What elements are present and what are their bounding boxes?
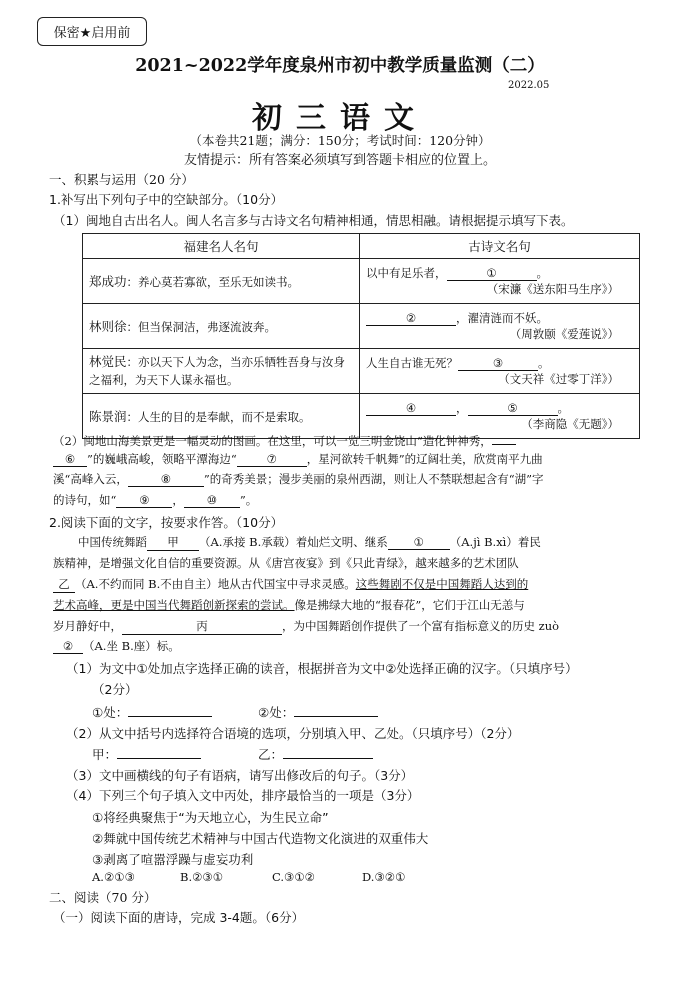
passage-line5: 岁月静好中， 丙 ，为中国舞蹈创作提供了一个富有指标意义的历史 zuò bbox=[53, 619, 560, 633]
poem-source: （周敦颐《爱莲说》） bbox=[509, 327, 619, 341]
question-2-1-score: （2分） bbox=[92, 682, 138, 697]
section2-heading: 二、阅读（70 分） bbox=[49, 890, 157, 905]
poem-text: 人生自古谁无死？ bbox=[366, 356, 458, 370]
confidential-badge: 保密★启用前 bbox=[37, 17, 147, 46]
table-header-1: 福建名人名句 bbox=[83, 234, 360, 259]
passage-line6: ② （A.坐 B.座）标。 bbox=[53, 638, 180, 654]
poem-text: ，濯清涟而不妖。 bbox=[456, 311, 548, 325]
poem-end: 。 bbox=[538, 356, 550, 370]
poem-text: 以中有足乐者， bbox=[366, 266, 447, 280]
choice-a[interactable]: A.②①③ bbox=[92, 870, 135, 884]
answer-blank[interactable]: ⑧ bbox=[128, 472, 204, 487]
answer-blank[interactable]: ⑥ bbox=[53, 452, 87, 467]
person-quote: ：人生的目的是奉献，而不是索取。 bbox=[126, 410, 311, 424]
option-sentence-1: ①将经典聚焦于“为天地立心，为生民立命” bbox=[92, 810, 329, 825]
answer-blank[interactable]: ④ bbox=[366, 401, 456, 416]
question-1-2-line1: （2）闽地山海美景更是一幅灵动的图画。在这里，可以一览三明金饶山“造化钟神秀， bbox=[53, 433, 516, 449]
table-row bbox=[83, 259, 640, 304]
answer-blank[interactable]: ② bbox=[366, 311, 456, 326]
person-name: 林觉民 bbox=[89, 354, 127, 369]
exam-date: 2022.05 bbox=[508, 80, 550, 91]
answer-blank[interactable]: ① bbox=[447, 266, 537, 281]
person-name: 郑成功 bbox=[89, 274, 127, 289]
table-row bbox=[83, 394, 640, 439]
question-2-3: （3）文中画横线的句子有语病，请写出修改后的句子。（3分） bbox=[66, 768, 414, 783]
question-2: 2.阅读下面的文字，按要求作答。（10分） bbox=[49, 515, 284, 530]
question-1-1: （1）闽地自古出名人。闽人名言多与古诗文名句精神相通，情思相融。请根据提示填写下表。 bbox=[53, 213, 574, 228]
question-1-2-line4: 的诗句，如“ ⑨ ， ⑩ ”。 bbox=[53, 493, 258, 507]
option-sentence-3: ③剥离了喧嚣浮躁与虚妄功利 bbox=[92, 852, 254, 867]
poem-end: 。 bbox=[557, 401, 569, 415]
table-row bbox=[83, 349, 640, 394]
passage-line4: 艺术高峰，更是中国当代舞蹈创新探索的尝试。像是拂绿大地的“报春花”，它们于江山无恙与 bbox=[53, 598, 525, 612]
person-name: 陈景润 bbox=[89, 409, 127, 424]
answer-line-yi[interactable]: 乙： bbox=[258, 744, 373, 763]
answer-blank[interactable]: ⑩ bbox=[184, 493, 240, 508]
quote-table bbox=[82, 233, 640, 439]
poem-text: ， bbox=[456, 401, 468, 415]
passage-line1: 中国传统舞蹈 甲 （A.承接 B.承载）着灿烂文明、继系 ① （A.jì B.xì）着民 bbox=[78, 535, 541, 549]
friendly-tip: 友情提示：所有答案必须填写到答题卡相应的位置上。 bbox=[183, 153, 496, 168]
table-header-2: 古诗文名句 bbox=[360, 234, 640, 259]
choice-d[interactable]: D.③②① bbox=[362, 870, 406, 884]
choice-b[interactable]: B.②③① bbox=[180, 870, 224, 884]
poem-end: 。 bbox=[536, 266, 548, 280]
exam-info: （本卷共21题；满分：150分；考试时间：120分钟） bbox=[189, 133, 491, 148]
subject-title: 初三语文 bbox=[252, 101, 428, 136]
question-2-4: （4）下列三个句子填入文中丙处，排序最恰当的一项是（3分） bbox=[66, 788, 420, 803]
question-2-1: （1）为文中①处加点字选择正确的读音，根据拼音为文中②处选择正确的汉字。（只填序号） bbox=[66, 661, 578, 676]
option-sentence-2: ②舞就中国传统艺术精神与中国古代造物文化演进的双重伟大 bbox=[92, 831, 429, 846]
person-quote: ：养心莫若寡欲，至乐无如读书。 bbox=[126, 275, 300, 289]
poem-source: （宋濂《送东阳马生序》） bbox=[486, 282, 619, 296]
table-row bbox=[83, 304, 640, 349]
answer-blank[interactable]: ⑦ bbox=[237, 452, 307, 467]
answer-line-2[interactable]: ②处： bbox=[258, 702, 378, 721]
answer-blank[interactable]: ⑨ bbox=[116, 493, 172, 508]
poem-source: （李商隐《无题》） bbox=[521, 417, 619, 431]
question-2-2: （2）从文中括号内选择符合语境的选项，分别填入甲、乙处。（只填序号）（2分） bbox=[66, 726, 520, 741]
answer-line-1[interactable]: ①处： bbox=[92, 702, 212, 721]
choice-c[interactable]: C.③①② bbox=[272, 870, 315, 884]
person-name: 林则徐 bbox=[89, 319, 127, 334]
question-1: 1.补写出下列句子中的空缺部分。（10分） bbox=[49, 192, 284, 207]
question-1-2-line3: 溪“高峰入云， ⑧ ”的奇秀美景；漫步美丽的泉州西湖，则让人不禁联想起含有“湖”字 bbox=[53, 472, 544, 486]
answer-blank[interactable]: ③ bbox=[458, 356, 538, 371]
passage-line2: 族精神，是增强文化自信的重要资源。从《唐宫夜宴》到《只此青绿》，越来越多的艺术团队 bbox=[53, 556, 519, 570]
person-quote: ：但当保洞洁，弗逐流波奔。 bbox=[126, 320, 277, 334]
passage-line3: 乙 （A.不约而同 B.不由自主）地从古代国宝中寻求灵感。这些舞剧不仅是中国舞蹈人达到的 bbox=[53, 576, 528, 593]
answer-blank[interactable]: ⑤ bbox=[468, 401, 558, 416]
poem-source: （文天祥《过零丁洋》） bbox=[498, 372, 619, 386]
section2-sub: （一）阅读下面的唐诗，完成 3-4题。（6分） bbox=[53, 910, 305, 925]
exam-title: 2021~2022学年度泉州市初中教学质量监测（二） bbox=[135, 56, 545, 76]
question-1-2-line2: ⑥ ”的巍峨高峻，领略平潭海边“ ⑦ ，星河欲转千帆舞”的辽阔壮美，欣赏南平九曲 bbox=[53, 451, 543, 467]
section1-heading: 一、积累与运用（20 分） bbox=[49, 172, 194, 187]
answer-line-jia[interactable]: 甲： bbox=[92, 744, 201, 763]
person-quote: ：亦以天下人为念，当亦乐牺牲吾身与汝身之福利，为天下人谋永福也。 bbox=[89, 355, 346, 387]
